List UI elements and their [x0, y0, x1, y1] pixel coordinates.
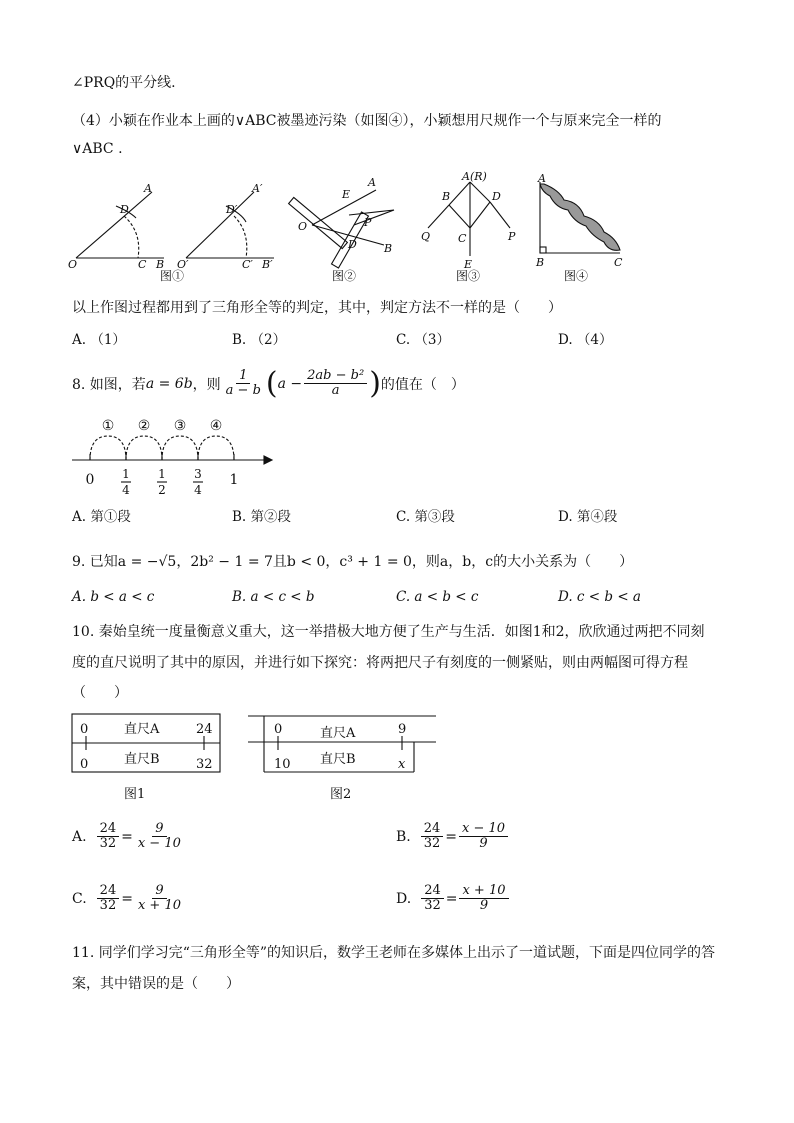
q10-fig2-ruler-b: 直尺B	[320, 752, 356, 767]
q10-fig2-a0: 0	[274, 722, 283, 737]
q8-tick-num-1: 1	[122, 467, 130, 481]
fig3-dc	[470, 202, 490, 228]
q10-option-a-left	[97, 822, 120, 852]
q7-option-a[interactable]: A. （1）	[72, 332, 126, 348]
fig2-label-a: A	[368, 176, 376, 189]
q10-option-d-right-num: x + 10	[459, 884, 508, 899]
q8-stem	[72, 366, 465, 401]
q10-fig1-a0: 0	[80, 722, 89, 737]
q8-option-c[interactable]: C. 第③段	[396, 509, 455, 525]
fig1b-label-a: A′	[252, 182, 263, 195]
q8-option-a[interactable]: A. 第①段	[72, 509, 131, 525]
fig1b-label-b: B′	[262, 258, 273, 271]
q8-number-line	[68, 410, 278, 500]
q8-frac1-den: a − b	[225, 383, 261, 398]
q7-option-d[interactable]: D. （4）	[558, 332, 613, 348]
fig3-label-a: A(R)	[462, 170, 487, 183]
q10-option-b-left-den: 32	[423, 836, 441, 852]
q9-option-a[interactable]: A. b < a < c	[72, 589, 155, 605]
fig4-label-a: A	[538, 172, 546, 185]
q7-option-b[interactable]: B. （2）	[232, 332, 287, 348]
q8-seg-4: ④	[209, 418, 223, 434]
q10-option-a-left-num: 24	[97, 822, 120, 837]
fig3-label-c: C	[458, 232, 467, 245]
q11-line1: 11. 同学们学习完“三角形全等”的知识后，数学王老师在多媒体上出示了一道试题，下面是四位同学的答	[72, 945, 716, 961]
q10-option-c-eq: =	[121, 890, 133, 907]
q10-line1: 10. 秦始皇统一度量衡意义重大，这一举措极大地方便了生产与生活．如图1和2，欣欣通过两把不同刻	[72, 624, 705, 640]
fig1-arc	[124, 216, 139, 258]
fig3-bc	[449, 205, 470, 228]
q8-prefix: 8. 如图，若	[72, 376, 146, 393]
fig4-label-c: C	[614, 256, 623, 269]
fig1-label-c: C	[138, 258, 147, 271]
q8-axis-arrow	[264, 456, 272, 464]
q10-option-c-right-den: x + 10	[137, 898, 181, 914]
q10-line2: 度的直尺说明了其中的原因，并进行如下探究：将两把尺子有刻度的一侧紧贴，则由两幅图可得方程	[72, 655, 688, 671]
q8-tick-num-3: 3	[194, 467, 202, 481]
fig4-label-b: B	[536, 256, 545, 269]
q8-seg-2: ②	[137, 418, 151, 434]
q10-fig1-ruler-a: 直尺A	[124, 722, 160, 737]
q10-option-a[interactable]	[72, 822, 186, 852]
fig3-bq	[428, 205, 449, 228]
q8-lparen: (	[265, 366, 278, 401]
q10-fig1-ruler-b: 直尺B	[124, 752, 160, 767]
fig1b-label-d: D′	[226, 203, 238, 216]
q10-option-a-eq: =	[121, 828, 133, 845]
q7-figures	[64, 170, 664, 288]
q8-arc-3	[162, 436, 198, 460]
fig1-label-o: O	[68, 258, 78, 271]
q7-option-c[interactable]: C. （3）	[396, 332, 451, 348]
q10-fig2-b0: 10	[274, 757, 291, 772]
q7-item4-line1: （4）小颖在作业本上画的∨ABC被墨迹污染（如图④），小颖想用尺规作一个与原来完全一样的	[72, 113, 662, 129]
fig2-label-d: D	[348, 238, 357, 251]
q10-option-d-left-num: 24	[421, 884, 444, 899]
q8-option-b[interactable]: B. 第②段	[232, 509, 292, 525]
q9-option-c[interactable]: C. a < b < c	[396, 589, 479, 605]
q10-option-a-label: A.	[72, 828, 87, 845]
fig3-label-b: B	[442, 190, 451, 203]
fig2-label-b: B	[384, 242, 393, 255]
q10-option-d[interactable]	[396, 884, 511, 914]
q11-line2: 案，其中错误的是（ ）	[72, 976, 240, 992]
q10-option-c[interactable]	[72, 884, 186, 914]
q10-option-b[interactable]	[396, 822, 510, 852]
fig3-caption: 图③	[456, 269, 481, 283]
fig1b-label-c: C′	[242, 258, 253, 271]
q10-figures	[68, 708, 448, 804]
q10-fig1-caption: 图1	[124, 787, 146, 802]
q8-seg-3: ③	[173, 418, 187, 434]
q8-frac2	[304, 369, 367, 399]
q8-tick-label-4: 1	[229, 472, 239, 488]
fig4-ink-stain	[540, 184, 620, 250]
q10-option-a-left-den: 32	[99, 836, 117, 852]
fig4-caption: 图④	[564, 269, 589, 283]
q8-frac2-num: 2ab − b²	[304, 369, 367, 384]
q8-frac1-num: 1	[236, 369, 250, 384]
fig3-label-d: D	[492, 190, 501, 203]
fig1-caption: 图①	[160, 269, 185, 283]
q10-option-b-right	[459, 822, 508, 852]
q8-condition: a = 6b	[145, 375, 193, 392]
fig3-ab	[449, 182, 470, 205]
q8-option-d[interactable]: D. 第④段	[558, 509, 618, 525]
q10-fig2-a-end: 9	[398, 722, 407, 737]
q10-option-a-right-num: 9	[152, 822, 166, 837]
q9-option-d[interactable]: D. c < b < a	[558, 589, 641, 605]
fig4-right-angle	[540, 247, 546, 253]
q10-option-d-eq: =	[445, 890, 458, 907]
q10-fig2-caption: 图2	[330, 787, 352, 802]
q10-fig1-b-end: 32	[196, 757, 213, 772]
q10-option-d-right	[459, 884, 508, 914]
fig2-label-p: P	[364, 216, 372, 229]
q10-option-c-label: C.	[72, 890, 87, 907]
q10-option-a-right-den: x − 10	[137, 836, 181, 852]
fig3-ad	[470, 182, 490, 202]
q8-tick-den-2: 2	[158, 483, 166, 497]
q10-option-b-eq: =	[445, 828, 458, 845]
q10-option-c-right	[135, 884, 184, 914]
q10-option-c-left-num: 24	[97, 884, 120, 899]
fig2-caption: 图②	[332, 269, 357, 283]
q8-mid: ，则	[192, 376, 221, 393]
q10-option-b-left	[421, 822, 444, 852]
q10-option-c-left-den: 32	[99, 898, 117, 914]
q10-option-b-right-den: 9	[479, 836, 488, 852]
fig1-label-b: B	[156, 258, 165, 271]
fig1b-label-o: O′	[177, 258, 189, 271]
q10-option-c-right-num: 9	[152, 884, 166, 899]
fig2-label-e: E	[342, 188, 351, 201]
fig1-label-d: D	[120, 203, 129, 216]
q8-rparen: )	[369, 366, 381, 401]
q8-suffix: 的值在（ ）	[380, 376, 465, 393]
q10-option-b-right-num: x − 10	[459, 822, 508, 837]
fig3-label-q: Q	[421, 230, 431, 243]
q8-arc-1	[90, 436, 126, 460]
q7-question: 以上作图过程都用到了三角形全等的判定，其中，判定方法不一样的是（ ）	[72, 300, 562, 316]
q8-arc-2	[126, 436, 162, 460]
q7-line1: ∠PRQ的平分线.	[72, 75, 176, 91]
q8-frac2-den: a	[331, 383, 340, 398]
fig3-label-p: P	[508, 230, 516, 243]
fig1-ray-oa	[76, 192, 152, 258]
fig1-label-a: A	[144, 182, 152, 195]
q10-option-b-label: B.	[396, 828, 411, 845]
fig1b-ray2	[186, 192, 254, 258]
q9-option-b[interactable]: B. a < c < b	[232, 589, 315, 605]
q8-arc-4	[198, 436, 234, 460]
q8-frac1	[223, 369, 264, 399]
q8-tick-label-0: 0	[85, 472, 95, 488]
q10-option-d-left	[421, 884, 444, 914]
q10-option-b-left-num: 24	[421, 822, 444, 837]
q10-option-c-left	[97, 884, 120, 914]
q7-item4-line2: ∨ABC .	[72, 141, 123, 157]
q10-line3: （ ）	[72, 685, 128, 701]
q8-tick-den-3: 4	[194, 483, 202, 497]
q10-fig1-a-end: 24	[196, 722, 213, 737]
q10-fig1-b0: 0	[80, 757, 89, 772]
q8-seg-1: ①	[101, 418, 115, 434]
q8-inner-a: a −	[277, 375, 303, 392]
fig3-label-e: E	[464, 258, 473, 271]
q8-tick-num-2: 1	[158, 467, 166, 481]
q10-fig2-ruler-a: 直尺A	[320, 726, 356, 741]
q10-option-d-right-den: 9	[479, 898, 489, 914]
fig1b-arc	[234, 216, 247, 258]
q8-tick-den-1: 4	[122, 483, 130, 497]
fig3-dp	[490, 202, 510, 228]
q10-option-d-left-den: 32	[424, 898, 441, 914]
q10-fig2-b-end: x	[398, 757, 406, 772]
q10-option-a-right	[135, 822, 184, 852]
fig2-label-o: O	[298, 220, 308, 233]
q10-option-d-label: D.	[396, 890, 412, 907]
q9-stem: 9. 已知a = −√5，2b² − 1 = 7且b < 0，c³ + 1 = 0，则a，b，c的大小关系为（ ）	[72, 554, 634, 570]
